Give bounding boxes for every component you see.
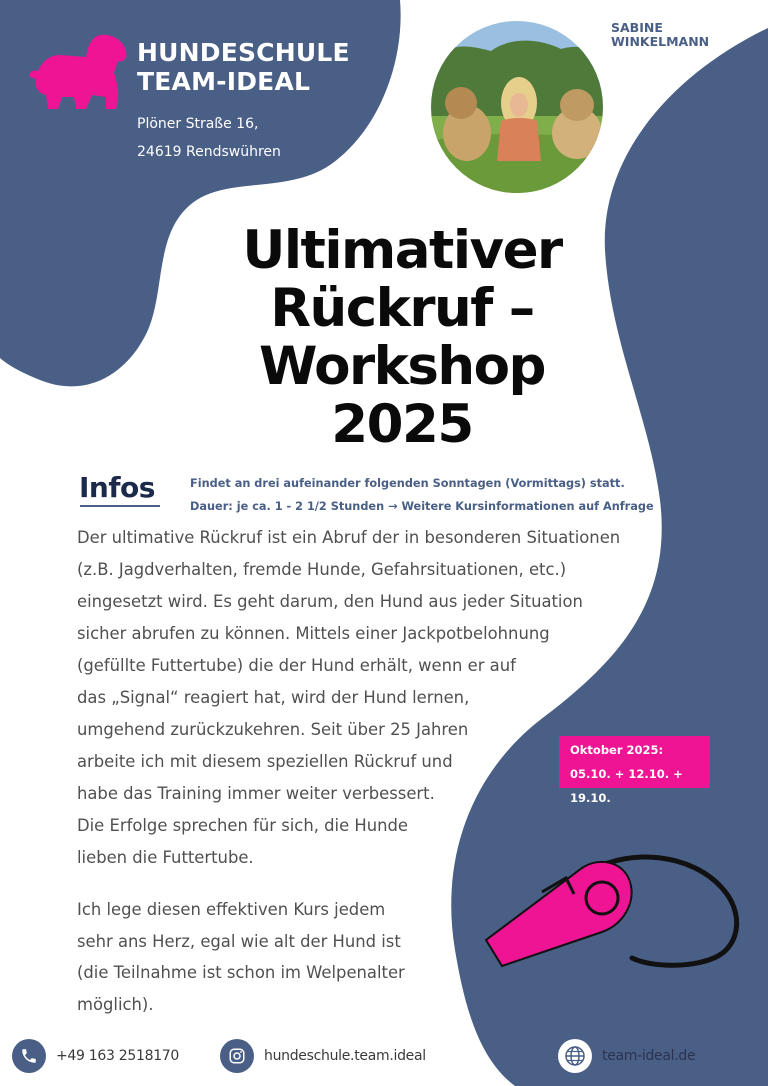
brand-line-2: TEAM-IDEAL (137, 67, 311, 96)
instagram-handle[interactable]: hundeschule.team.ideal (264, 1048, 426, 1064)
infos-note-line-2: Dauer: je ca. 1 - 2 1/2 Stunden → Weitere Kursinformationen auf Anfrage (190, 500, 654, 513)
owner-name (611, 21, 709, 49)
title-line-1: Ultimativer (242, 220, 562, 281)
dates-badge (559, 736, 710, 805)
brand-name (137, 38, 350, 96)
body-line: Der ultimative Rückruf ist ein Abruf der in besonderen Situationen (77, 528, 621, 547)
footer-website[interactable] (558, 1038, 695, 1074)
dates-value: 05.10. + 12.10. + 19.10. (570, 767, 683, 805)
dates-label: Oktober 2025: (570, 743, 664, 757)
body-line: Ich lege diesen effektiven Kurs jedem (77, 900, 386, 919)
phone-number[interactable]: +49 163 2518170 (56, 1048, 180, 1064)
recommendation-paragraph (77, 894, 405, 1020)
body-line: umgehend zurückzukehren. Seit über 25 Jahren (77, 720, 469, 739)
body-line: (die Teilnahme ist schon im Welpenalter (77, 963, 405, 982)
footer-phone[interactable] (12, 1038, 179, 1074)
title-line-4: 2025 (331, 394, 473, 455)
owner-last-name: WINKELMANN (611, 34, 710, 49)
infos-note (190, 472, 654, 518)
globe-icon (558, 1039, 592, 1073)
phone-icon (12, 1039, 46, 1073)
description-paragraph (77, 522, 620, 874)
whistle-icon (482, 848, 742, 974)
infos-heading: Infos (79, 471, 155, 504)
title-line-3: Workshop (259, 336, 545, 397)
address-street: Plöner Straße 16, (137, 116, 259, 132)
infos-underline (80, 505, 160, 507)
dog-logo-icon (28, 33, 128, 111)
body-line: Die Erfolge sprechen für sich, die Hunde (77, 816, 408, 835)
body-line: lieben die Futtertube. (77, 848, 254, 867)
infos-note-line-1: Findet an drei aufeinander folgenden Sonntagen (Vormittags) statt. (190, 477, 625, 490)
body-line: möglich). (77, 994, 154, 1014)
owner-photo (428, 18, 606, 196)
body-line: (gefüllte Futtertube) die der Hund erhält, wenn er auf (77, 656, 516, 675)
address (137, 110, 281, 166)
instagram-icon (220, 1039, 254, 1073)
body-line: das „Signal“ reagiert hat, wird der Hund lernen, (77, 688, 470, 707)
body-line: sicher abrufen zu können. Mittels einer Jackpotbelohnung (77, 624, 550, 643)
body-line: eingesetzt wird. Es geht darum, den Hund aus jeder Situation (77, 592, 583, 611)
title-line-2: Rückruf – (270, 278, 534, 339)
address-city: 24619 Rendswühren (137, 144, 281, 160)
body-line: sehr ans Herz, egal wie alt der Hund ist (77, 931, 401, 951)
website-url[interactable]: team-ideal.de (602, 1048, 696, 1064)
brand-line-1: HUNDESCHULE (137, 38, 350, 67)
owner-first-name: SABINE (611, 20, 663, 35)
body-line: arbeite ich mit diesem speziellen Rückruf und (77, 752, 453, 771)
body-line: habe das Training immer weiter verbessert. (77, 784, 435, 803)
page-title (200, 222, 604, 454)
footer-instagram[interactable] (220, 1038, 426, 1074)
body-line: (z.B. Jagdverhalten, fremde Hunde, Gefahrsituationen, etc.) (77, 560, 567, 579)
